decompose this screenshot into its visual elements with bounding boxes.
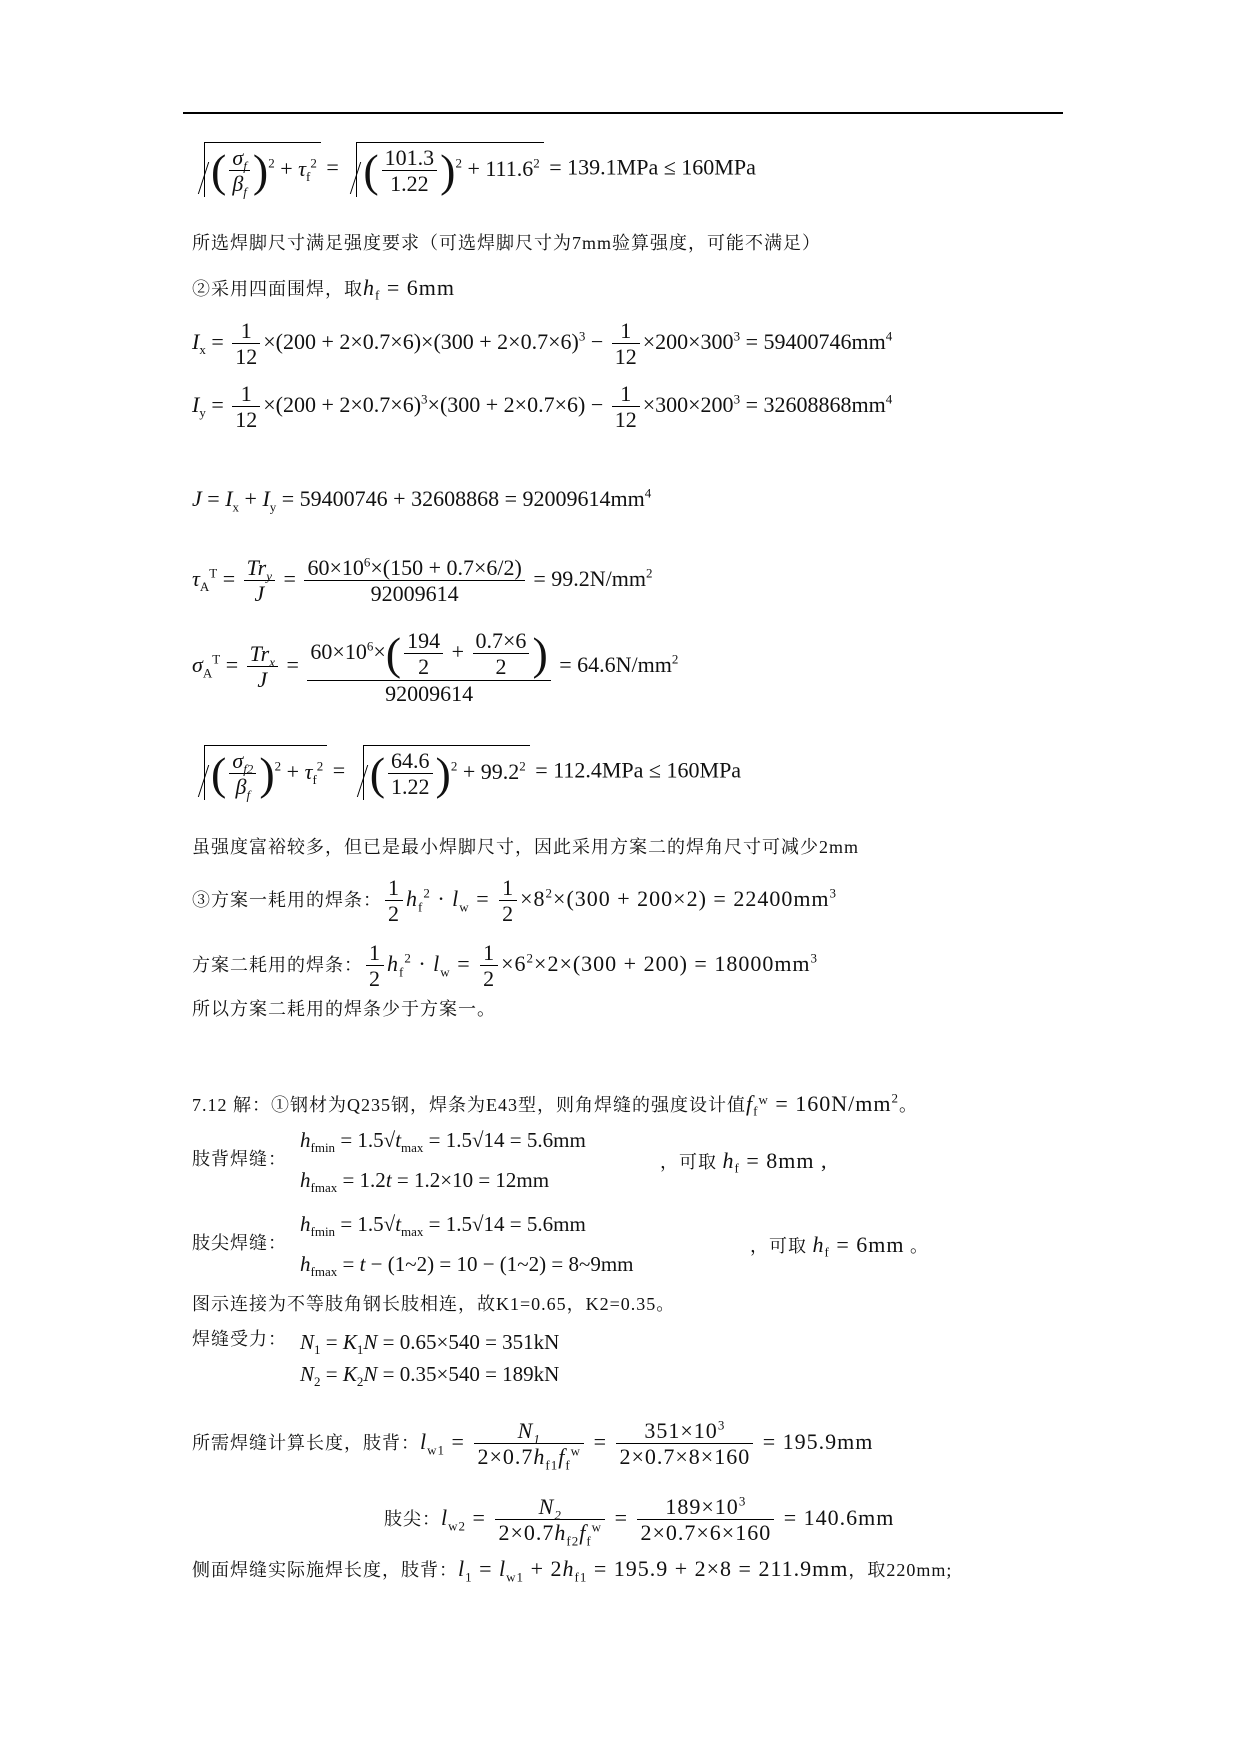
tip-line2: $h_{fmax} = t$ − (1~2) = 10 − (1~2) = 8~9mm: [300, 1252, 634, 1280]
text-5: 方案二耗用的焊条： $\frac{1}{2}$ $h_f^2 \cdot l_w$ = $\frac{1}{2}$ $\times 6^2\times 2\times(300 + 200) = 18000mm^3$: [192, 940, 819, 992]
p712: 7.12 解：①钢材为Q235钢，焊条为E43型，则角焊缝的强度设计值$f_f^w = 160N/mm^2$。: [192, 1090, 918, 1119]
eq-J: $J = I_x + I_y = 59400746 + 32608868 = 92009614mm^4$: [192, 485, 652, 515]
tip-line1: $h_{fmin} = 1.5√t_{max} = 1.5√14 = 5.6mm$: [300, 1212, 586, 1240]
text-4: ③方案一耗用的焊条： $\frac{1}{2}$ $h_f^2 \cdot l_w$ = $\frac{1}{2}$ $\times 8^2\times(300 + 200\times 2) = 22400mm^3$: [192, 875, 838, 927]
back-take: ，可取 $h_f = 8mm$ ,: [660, 1148, 828, 1176]
text-2: ②采用四面围焊，取$h_f = 6mm$: [192, 275, 455, 303]
eq-combined-2: ( $\frac{\sigma_{f2}}{\beta_f}$ )$^2 + \tau_f^2$ = ( $\frac{64.6}{1.22}$ )$^2 + 99.2^2 = 112.4MPa \le 160MPa$: [192, 745, 741, 800]
text-3: 虽强度富裕较多，但已是最小焊脚尺寸，因此采用方案二的焊角尺寸可减少2mm: [192, 837, 859, 857]
eq-sigma: $\sigma_A^T$ = $\frac{Tr_x}{J}$ = $60\times 10^6\times$( $\frac{194}{2}$ + $\frac{0.7\times 6}{2}$ ) 92009614 = $64.6N/mm^2$: [192, 627, 679, 706]
eq-combined-1: ( $\frac{\sigma_f}{\beta_f}$ )$^2 + \tau_f^2$ = ( $\frac{101.3}{1.22}$ )$^2 + 111.6^2 = 139.1MPa \le 160MPa$: [192, 142, 756, 197]
eq-Iy: $I_y$ = $\frac{1}{12}$ $\times(200 + 2\times 0.7\times 6)^3\times(300 + 2\times 0.7\times 6)$ − $\frac{1}{12}$ $\times 300\times 200^3 = 32608868mm^4$: [192, 381, 893, 433]
back-label: 肢背焊缝：: [192, 1149, 287, 1169]
back-line2: $h_{fmax} = 1.2t = 1.2\times 10 = 12mm$: [300, 1168, 550, 1196]
text-1: 所选焊脚尺寸满足强度要求（可选焊脚尺寸为7mm验算强度，可能不满足）: [192, 233, 821, 253]
len-label: 所需焊缝计算长度，肢背：$l_{w1}$ = $\frac{N_1}{2\times 0.7h_{f1}f_f^w}$ = $\frac{351\times 10^3}{2\times 0.7\times 8\times 160}$ = 195.9mm: [192, 1417, 874, 1473]
text-6: 所以方案二耗用的焊条少于方案一。: [192, 999, 496, 1019]
tip-take: ，可取 $h_f = 6mm$ 。: [750, 1232, 929, 1260]
header-rule: [183, 112, 1063, 114]
tip-label: 肢尖焊缝：: [192, 1233, 287, 1253]
force-1: $N_1 = K_1N = 0.65\times 540 = 351kN$: [300, 1330, 560, 1358]
force-2: $N_2 = K_2N = 0.35\times 540 = 189kN$: [300, 1362, 560, 1390]
force-label: 焊缝受力：: [192, 1329, 287, 1349]
text-7: 图示连接为不等肢角钢长肢相连，故K1=0.65，K2=0.35。: [192, 1294, 676, 1314]
last-line: 侧面焊缝实际施焊长度，肢背：$l_1 = l_{w1} + 2h_{f1} = 195.9 + 2\times 8 = 211.9mm$，取220mm;: [192, 1556, 953, 1585]
eq-Ix: $I_x$ = $\frac{1}{12}$ $\times(200 + 2\times 0.7\times 6)\times(300 + 2\times 0.7\times 6)^3$ − $\frac{1}{12}$ $\times 200\times 300^3 = 59400746mm^4$: [192, 318, 893, 370]
len-tip: 肢尖：$l_{w2}$ = $\frac{N_2}{2\times 0.7h_{f2}f_f^w}$ = $\frac{189\times 10^3}{2\times 0.7\times 6\times 160}$ = 140.6mm: [384, 1493, 895, 1549]
eq-tau: $\tau_A^T$ = $\frac{Tr_y}{J}$ = $\frac{60\times 10^6\times(150 + 0.7\times 6/2)}{92009614}$ = $99.2N/mm^2$: [192, 554, 653, 607]
back-line1: $h_{fmin} = 1.5√t_{max} = 1.5√14 = 5.6mm$: [300, 1128, 586, 1156]
